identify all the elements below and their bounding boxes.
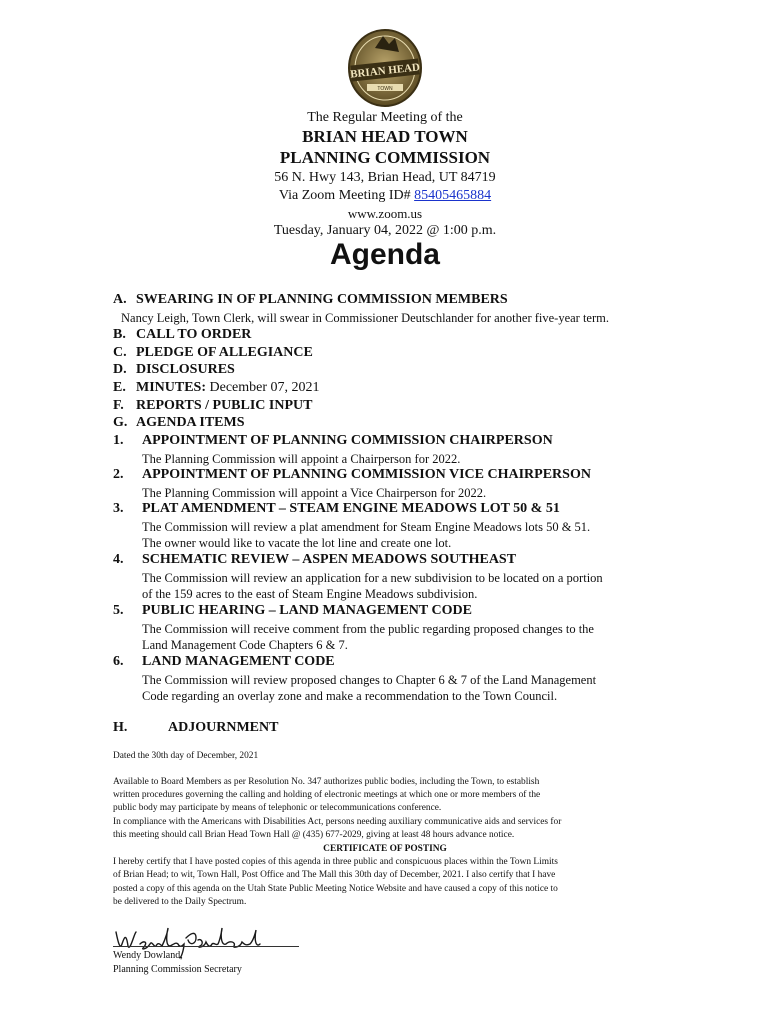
minutes-date: December 07, 2021 [206,380,320,395]
agenda-item-desc: of the 159 acres to the east of Steam Engine Meadows subdivision. [142,587,478,601]
section-a-tag: A. [113,292,127,307]
agenda-item-desc: The Planning Commission will appoint a Chairperson for 2022. [142,452,461,466]
logo-text: BRIAN HEAD [349,61,421,81]
agenda-item-number: 1. [113,433,124,448]
section-e [113,380,320,396]
section-c-tag: C. [113,345,127,360]
section-c-label: PLEDGE OF ALLEGIANCE [136,345,313,360]
agenda-item-3 [113,501,560,517]
section-g [113,415,245,431]
certificate-text-line: posted a copy of this agenda on the Utah State Public Meeting Notice Website and have caused a copy of this notice to [113,884,558,894]
zoom-website: www.zoom.us [347,206,423,221]
agenda-item-title: SCHEMATIC REVIEW – ASPEN MEADOWS SOUTHEAST [142,552,517,567]
section-a [113,292,508,308]
zoom-meeting-link[interactable]: 85405465884 [414,188,492,203]
agenda-item-number: 6. [113,654,124,669]
agenda-item-number: 2. [113,467,124,482]
section-c [113,345,313,361]
certificate-text-line: of Brian Head; to wit, Town Hall, Post Office and The Mall this 30th day of December, 2021. I also certify that I have [113,870,556,880]
signature-line [113,946,299,947]
agenda-item-desc: The Planning Commission will appoint a Vice Chairperson for 2022. [142,486,487,500]
agenda-item-title: LAND MANAGEMENT CODE [142,654,335,669]
agenda-item-desc: Code regarding an overlay zone and make a recommendation to the Town Council. [142,689,558,703]
board-text-line: public body may participate by means of telephonic or telecommunications conference. [113,803,442,813]
agenda-item-title: PUBLIC HEARING – LAND MANAGEMENT CODE [142,603,472,618]
section-d [113,362,235,378]
brian-head-logo [345,28,425,108]
ada-text-line: this meeting should call Brian Head Town Hall @ (435) 677-2029, giving at least 48 hours advance notice. [113,830,515,840]
certificate-title: CERTIFICATE OF POSTING [323,844,447,854]
agenda-item-desc: Land Management Code Chapters 6 & 7. [142,638,348,652]
agenda-item-number: 5. [113,603,124,618]
agenda-item-desc: The Commission will review a plat amendment for Steam Engine Meadows lots 50 & 51. [142,520,591,534]
agenda-item-4 [113,552,516,568]
agenda-item-desc: The Commission will review proposed changes to Chapter 6 & 7 of the Land Management [142,673,597,687]
section-d-tag: D. [113,362,127,377]
section-a-note: Nancy Leigh, Town Clerk, will swear in Commissioner Deutschlander for another five-year term. [121,311,609,325]
zoom-prefix: Via Zoom Meeting ID# [278,188,415,203]
agenda-title: Agenda [329,238,440,271]
agenda-item-number: 4. [113,552,124,567]
section-e-tag: E. [113,380,126,395]
agenda-item-title: APPOINTMENT OF PLANNING COMMISSION VICE CHAIRPERSON [142,467,591,482]
logo-subtext: TOWN [377,86,393,92]
section-b [113,327,251,343]
section-g-tag: G. [113,415,128,430]
agenda-item-number: 3. [113,501,124,516]
agenda-item-6 [113,654,335,670]
agenda-item-desc: The Commission will receive comment from the public regarding proposed changes to the [142,622,594,636]
section-b-tag: B. [113,327,126,342]
section-a-label: SWEARING IN OF PLANNING COMMISSION MEMBERS [136,292,508,307]
board-text-line: Available to Board Members as per Resolution No. 347 authorizes public bodies, including the Town, to establish [113,777,540,787]
agenda-item-2 [113,467,591,483]
section-g-label: AGENDA ITEMS [136,415,245,430]
section-f-tag: F. [113,398,124,413]
meeting-intro: The Regular Meeting of the [307,110,463,125]
agenda-item-desc: The Commission will review an application for a new subdivision to be located on a portion [142,571,603,585]
section-h-label: ADJOURNMENT [168,720,279,735]
meeting-address: 56 N. Hwy 143, Brian Head, UT 84719 [274,170,496,185]
section-b-label: CALL TO ORDER [136,327,252,342]
section-d-label: DISCLOSURES [136,362,235,377]
board-text-line: written procedures governing the calling and holding of electronic meetings at which one or more members of the [113,790,541,800]
town-name: BRIAN HEAD TOWN [302,127,468,146]
agenda-item-title: PLAT AMENDMENT – STEAM ENGINE MEADOWS LOT 50 & 51 [142,501,560,516]
signer-title: Planning Commission Secretary [113,964,242,975]
certificate-text-line: I hereby certify that I have posted copies of this agenda in three public and conspicuous places within the Town Limits [113,857,558,867]
zoom-line [0,188,770,204]
meeting-date: Tuesday, January 04, 2022 @ 1:00 p.m. [273,223,497,238]
agenda-item-5 [113,603,472,619]
agenda-item-desc: The owner would like to vacate the lot line and create one lot. [142,536,452,550]
dated-line: Dated the 30th day of December, 2021 [113,751,259,761]
section-e-label: MINUTES: [136,380,207,395]
section-h [113,720,278,736]
agenda-item-title: APPOINTMENT OF PLANNING COMMISSION CHAIRPERSON [142,433,553,448]
section-h-tag: H. [113,720,128,735]
agenda-item-1 [113,433,553,449]
commission-name: PLANNING COMMISSION [279,148,491,167]
section-f-label: REPORTS / PUBLIC INPUT [136,398,313,413]
certificate-text-line: be delivered to the Daily Spectrum. [113,897,247,907]
ada-text-line: In compliance with the Americans with Disabilities Act, persons needing auxiliary communicative aids and services for [113,817,562,827]
section-f [113,398,312,414]
signer-name: Wendy Dowland, [113,950,183,961]
